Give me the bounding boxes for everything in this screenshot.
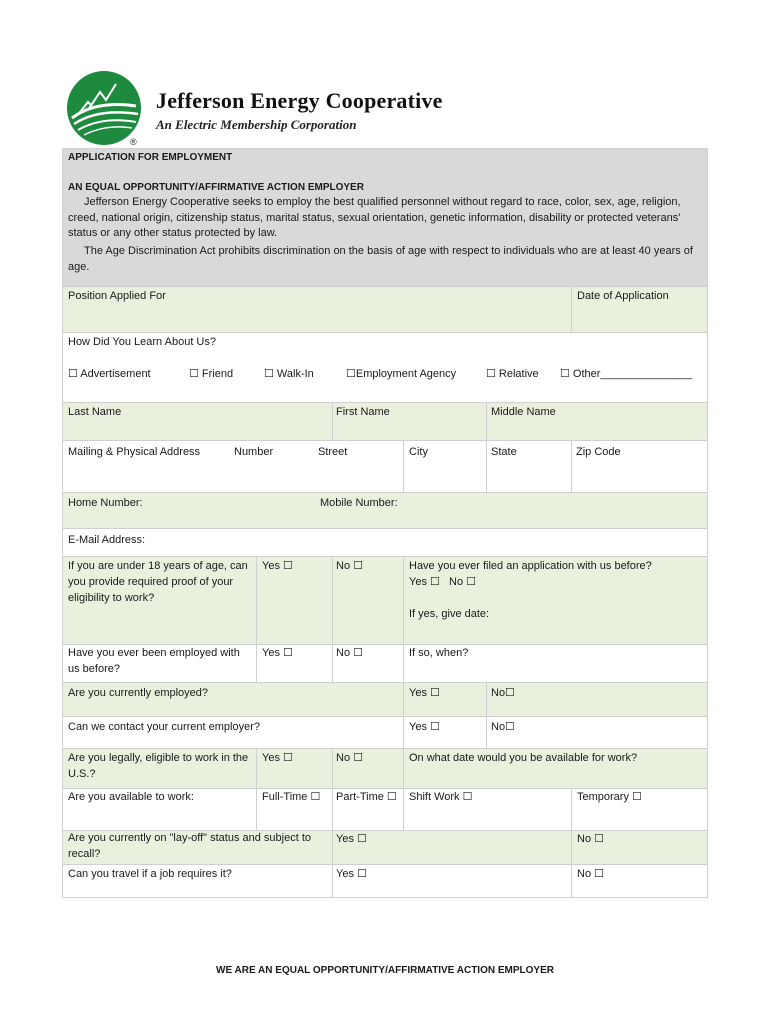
- nondiscrimination-statement: Jefferson Energy Cooperative seeks to employ the best qualified personnel without regard to race, color, sex, age, religion, creed, national origin, citizenship status, marital status, sexual orientation, genetic information, disability or protected veterans' status or any other status protected by law.: [68, 196, 681, 239]
- zip-code-label: Zip Code: [576, 446, 621, 458]
- if-so-when-label: If so, when?: [409, 647, 469, 659]
- cooperative-logo: [66, 70, 142, 146]
- relative-checkbox[interactable]: ☐ Relative: [486, 368, 539, 380]
- eeo-footer: WE ARE AN EQUAL OPPORTUNITY/AFFIRMATIVE ACTION EMPLOYER: [216, 965, 554, 976]
- street-label: Street: [318, 446, 348, 458]
- employment-agency-checkbox[interactable]: ☐Employment Agency: [346, 368, 457, 380]
- employed-before-no[interactable]: No ☐: [336, 647, 363, 659]
- under18-no[interactable]: No ☐: [336, 560, 363, 572]
- form-title: APPLICATION FOR EMPLOYMENT: [68, 152, 233, 163]
- how-learned-label: How Did You Learn About Us?: [68, 336, 216, 348]
- contact-employer-question: Can we contact your current employer?: [68, 721, 260, 733]
- mobile-number-label: Mobile Number:: [320, 497, 398, 509]
- number-label: Number: [234, 446, 274, 458]
- travel-yes[interactable]: Yes ☐: [336, 868, 367, 880]
- currently-employed-yes[interactable]: Yes ☐: [409, 687, 440, 699]
- walkin-checkbox[interactable]: ☐ Walk-In: [264, 368, 314, 380]
- under18-yes[interactable]: Yes ☐: [262, 560, 293, 572]
- last-name-label: Last Name: [68, 406, 122, 418]
- if-yes-date-label: If yes, give date:: [409, 608, 490, 620]
- legally-eligible-yes[interactable]: Yes ☐: [262, 752, 293, 764]
- filed-before-options[interactable]: Yes ☐ No ☐: [409, 576, 477, 588]
- available-date-question: On what date would you be available for work?: [409, 752, 638, 764]
- contact-employer-no[interactable]: No☐: [491, 721, 515, 733]
- layoff-yes[interactable]: Yes ☐: [336, 833, 367, 845]
- temporary-checkbox[interactable]: Temporary ☐: [577, 791, 642, 803]
- advertisement-checkbox[interactable]: ☐ Advertisement: [68, 368, 151, 380]
- layoff-question: Are you currently on "lay-off" status and subject to recall?: [68, 832, 312, 860]
- middle-name-label: Middle Name: [491, 406, 556, 418]
- organization-name: Jefferson Energy Cooperative: [156, 88, 443, 113]
- filed-before-question: Have you ever filed an application with us before?: [409, 560, 652, 572]
- travel-no[interactable]: No ☐: [577, 868, 604, 880]
- currently-employed-no[interactable]: No☐: [491, 687, 515, 699]
- legally-eligible-no[interactable]: No ☐: [336, 752, 363, 764]
- friend-checkbox[interactable]: ☐ Friend: [189, 368, 234, 380]
- city-label: City: [409, 446, 428, 458]
- state-label: State: [491, 446, 517, 458]
- employed-before-yes[interactable]: Yes ☐: [262, 647, 293, 659]
- email-label: E-Mail Address:: [68, 534, 146, 546]
- part-time-checkbox[interactable]: Part-Time ☐: [336, 791, 397, 803]
- layoff-no[interactable]: No ☐: [577, 833, 604, 845]
- currently-employed-question: Are you currently employed?: [68, 687, 209, 699]
- position-applied-label: Position Applied For: [68, 290, 166, 302]
- shift-work-checkbox[interactable]: Shift Work ☐: [409, 791, 473, 803]
- age-discrimination-statement: The Age Discrimination Act prohibits discrimination on the basis of age with respect to individuals who are at least 40 years of age.: [68, 245, 693, 273]
- application-form: [62, 148, 708, 898]
- employed-before-question: Have you ever been employed with us before?: [68, 647, 240, 675]
- travel-question: Can you travel if a job requires it?: [68, 868, 232, 880]
- other-checkbox[interactable]: ☐ Other_______________: [560, 368, 693, 380]
- full-time-checkbox[interactable]: Full-Time ☐: [262, 791, 321, 803]
- available-to-work-question: Are you available to work:: [68, 791, 194, 803]
- date-of-application-label: Date of Application: [577, 290, 669, 302]
- home-number-label: Home Number:: [68, 497, 143, 509]
- mailing-address-label: Mailing & Physical Address: [68, 446, 201, 458]
- eeo-heading: AN EQUAL OPPORTUNITY/AFFIRMATIVE ACTION EMPLOYER: [68, 182, 364, 193]
- first-name-label: First Name: [336, 406, 390, 418]
- legally-eligible-question: Are you legally, eligible to work in the U.S.?: [68, 752, 249, 780]
- registered-mark: ®: [130, 137, 137, 147]
- contact-employer-yes[interactable]: Yes ☐: [409, 721, 440, 733]
- under18-question: If you are under 18 years of age, can you provide required proof of your eligibility to work?: [68, 560, 248, 604]
- organization-subtitle: An Electric Membership Corporation: [156, 117, 357, 132]
